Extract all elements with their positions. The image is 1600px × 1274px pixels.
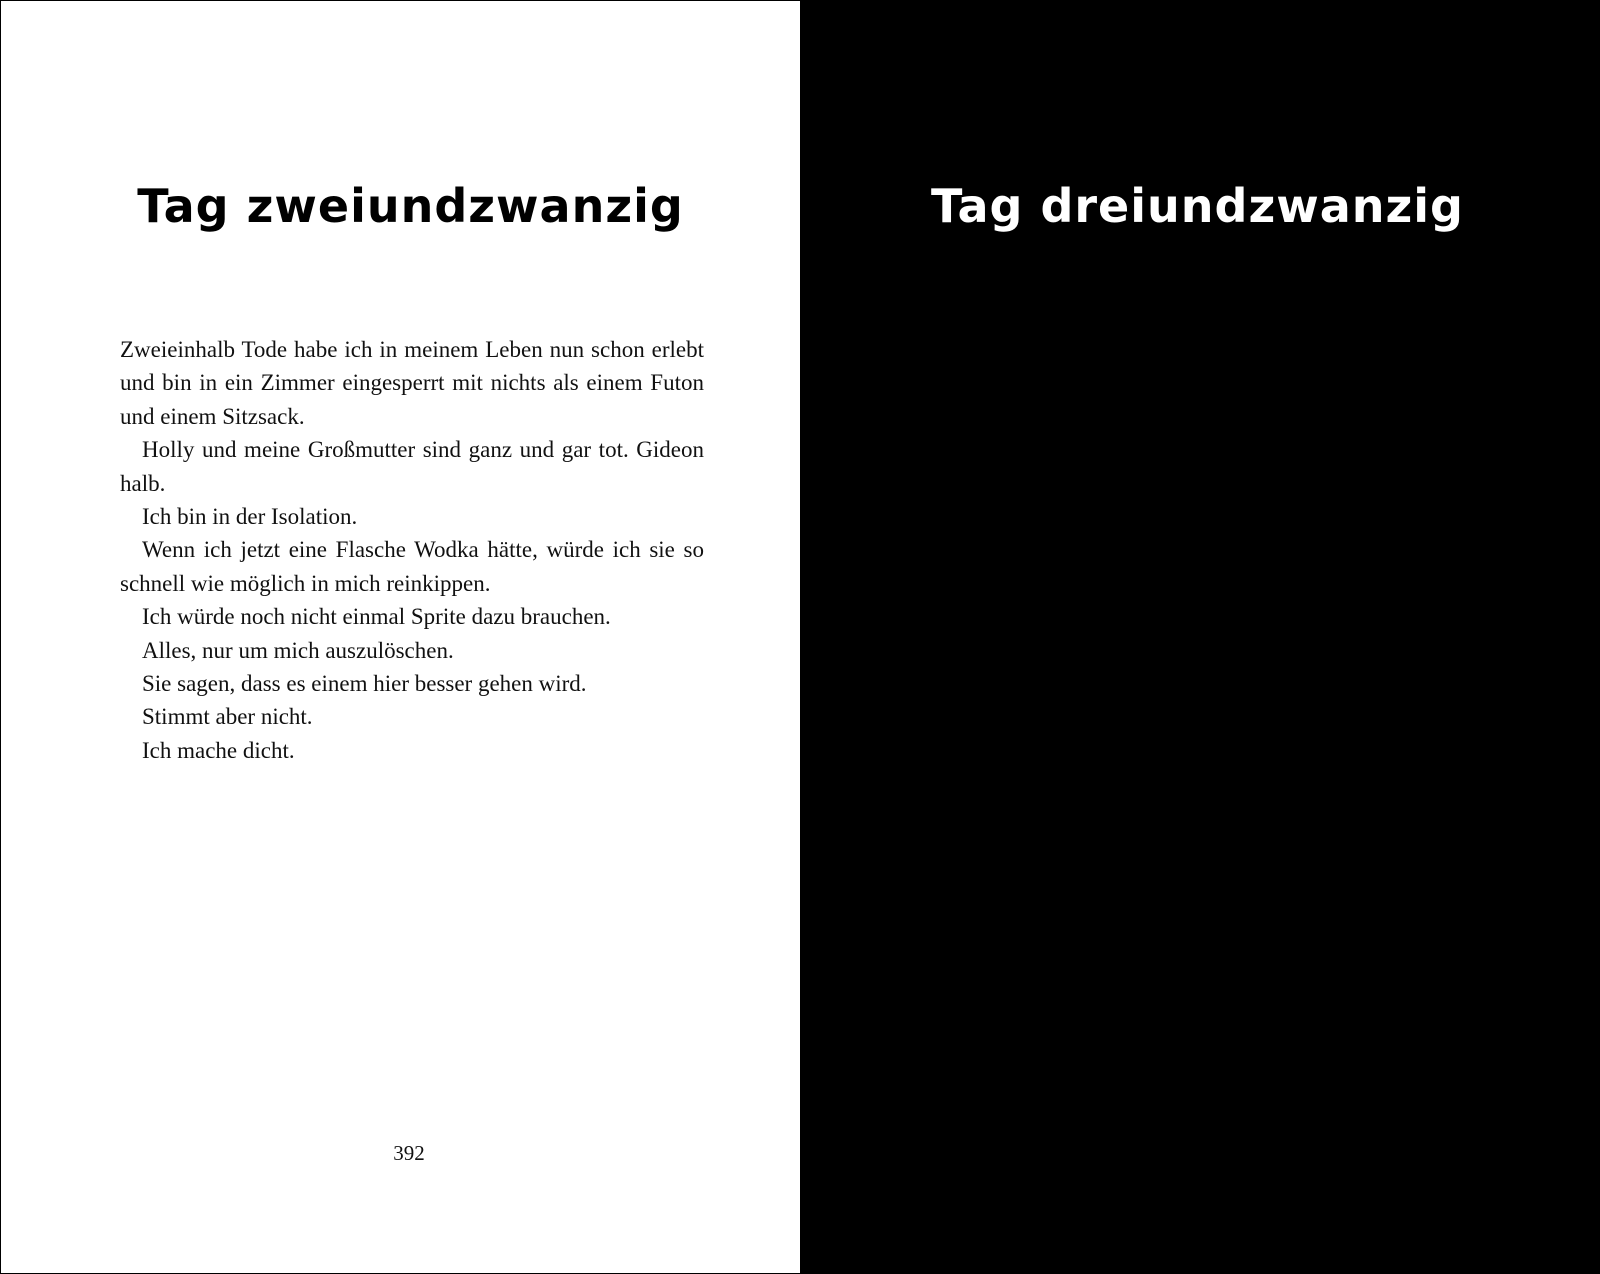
chapter-title-left: Tag zweiundzwanzig <box>137 179 684 233</box>
paragraph: Stimmt aber nicht. <box>142 704 313 730</box>
right-page <box>800 1 1599 1273</box>
paragraph: Ich bin in der Isolation. <box>142 504 358 530</box>
chapter-title-right: Tag dreiundzwanzig <box>931 179 1464 233</box>
paragraph: Sie sagen, dass es einem hier besser gehen wird. <box>142 671 587 697</box>
paragraph: Wenn ich jetzt eine Flasche Wodka hätte, würde ich sie so schnell wie möglich in mich reinkippen. <box>120 537 704 596</box>
paragraph: Zweieinhalb Tode habe ich in meinem Leben nun schon erlebt und bin in ein Zimmer eingesperrt mit nichts als einem Futon und einem Sitzsack. <box>120 337 704 429</box>
paragraph: Holly und meine Großmutter sind ganz und gar tot. Gideon halb. <box>120 437 704 496</box>
page-number: 392 <box>393 1141 425 1165</box>
chapter-body-text <box>120 333 704 767</box>
left-page <box>1 1 800 1273</box>
paragraph: Alles, nur um mich auszulöschen. <box>142 637 454 663</box>
paragraph: Ich mache dicht. <box>142 737 295 763</box>
paragraph: Ich würde noch nicht einmal Sprite dazu brauchen. <box>142 604 611 630</box>
